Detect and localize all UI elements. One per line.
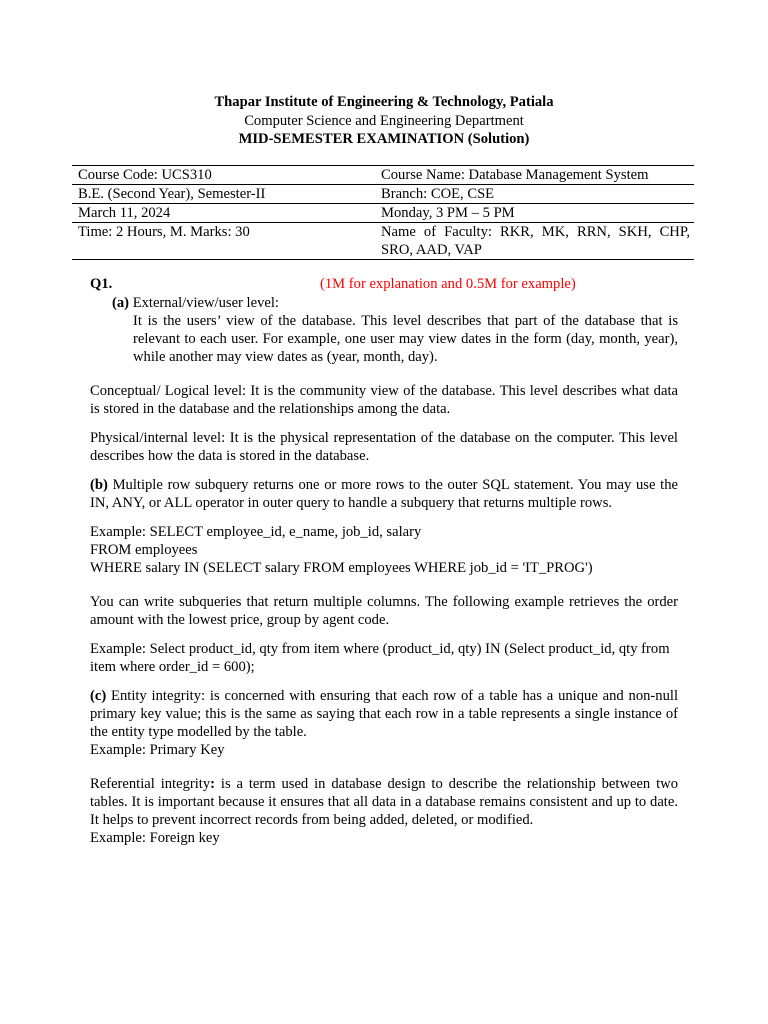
multi-column-text: You can write subqueries that return multiple columns. The following example retrieves the order amount with the lowest price, group by agent code. (90, 594, 678, 628)
solution-body (90, 275, 678, 847)
physical-level-text: Physical/internal level: It is the physical representation of the database on the computer. This level describes how the data is stored in the database. (90, 430, 678, 464)
part-a-label: (a) (112, 295, 130, 311)
date-cell: March 11, 2024 (72, 204, 375, 223)
marks-scheme: (1M for explanation and 0.5M for example) (320, 276, 576, 292)
day-time-cell: Monday, 3 PM – 5 PM (375, 204, 694, 223)
part-a-title: External/view/user level: (132, 295, 279, 311)
referential-title: Referential integrity (90, 776, 211, 792)
department-name: Computer Science and Engineering Department (244, 112, 524, 129)
part-c-label: (c) (90, 688, 107, 704)
table-row (72, 166, 694, 185)
example-line-2: FROM employees (90, 542, 198, 558)
table-row (72, 204, 694, 223)
q1-label: Q1. (90, 276, 113, 292)
referential-example: Example: Foreign key (90, 830, 220, 846)
referential-description: is a term used in database design to describe the relationship between two tables. It is important because it ensures that all data in a database remains consistent and up to date. It helps to prevent incorrect records from being added, deleted, or modified. (90, 776, 678, 828)
course-info-table (72, 165, 694, 260)
q1-heading (90, 275, 678, 294)
document-header (0, 93, 768, 149)
example-line-4: Example: Select product_id, qty from item where (product_id, qty) IN (Select product_id, qty from item where order_id = 600); (90, 641, 670, 675)
part-b-label: (b) (90, 477, 108, 493)
example-line-1: Example: SELECT employee_id, e_name, job_id, salary (90, 524, 422, 540)
referential-colon: : (210, 776, 216, 792)
table-row (72, 223, 694, 260)
year-semester-cell: B.E. (Second Year), Semester-II (72, 185, 375, 204)
faculty-cell: Name of Faculty: RKR, MK, RRN, SKH, CHP, SRO, AAD, VAP (375, 223, 694, 260)
referential-integrity-text (90, 775, 678, 829)
example-line-3: WHERE salary IN (SELECT salary FROM employees WHERE job_id = 'IT_PROG') (90, 560, 593, 576)
external-level-text: It is the users’ view of the database. This level describes that part of the database that is relevant to each user. For example, one user may view dates in the form (day, month, year), while another may view dates as (year, month, day). (133, 313, 678, 365)
institute-name: Thapar Institute of Engineering & Technology, Patiala (214, 94, 554, 110)
conceptual-level-text: Conceptual/ Logical level: It is the community view of the database. This level describes what data is stored in the database and the relationships among the data. (90, 383, 678, 417)
part-a-heading (90, 294, 678, 312)
part-c-text (90, 687, 678, 741)
duration-marks-cell: Time: 2 Hours, M. Marks: 30 (72, 223, 375, 260)
entity-example: Example: Primary Key (90, 742, 225, 758)
branch-cell: Branch: COE, CSE (375, 185, 694, 204)
part-b-description: Multiple row subquery returns one or more rows to the outer SQL statement. You may use the IN, ANY, or ALL operator in outer query to handle a subquery that returns multiple rows. (90, 477, 678, 511)
course-code-cell: Course Code: UCS310 (72, 166, 375, 185)
course-name-cell: Course Name: Database Management System (375, 166, 694, 185)
part-b-text (90, 476, 678, 512)
exam-title: MID-SEMESTER EXAMINATION (Solution) (238, 131, 530, 147)
entity-integrity-text: Entity integrity: is concerned with ensuring that each row of a table has a unique and non-null primary key value; this is the same as saying that each row in a table represents a single instance of the entity type modelled by the table. (90, 688, 678, 740)
table-row (72, 185, 694, 204)
